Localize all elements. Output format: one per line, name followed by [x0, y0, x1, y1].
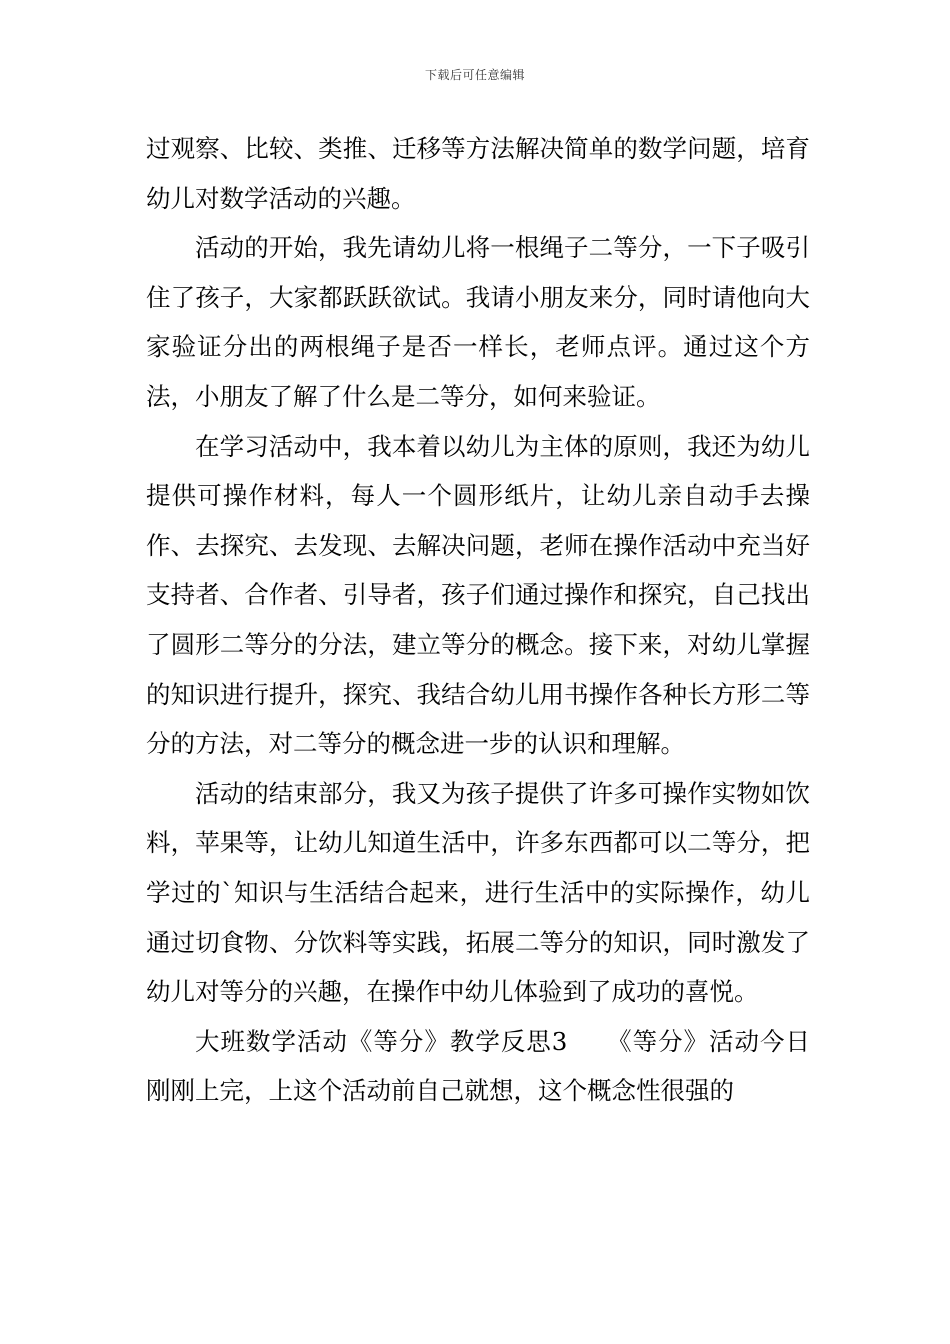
paragraph: 活动的结束部分，我又为孩子提供了许多可操作实物如饮料，苹果等，让幼儿知道生活中，许多东西都可以二等分，把学过的`知识与生活结合起来，进行生活中的实际操作，幼儿通过切食物、分饮料等实践，拓展二等分的知识，同时激发了幼儿对等分的兴趣，在操作中幼儿体验到了成功的喜悦。	[146, 778, 810, 1007]
paragraph: 大班数学活动《等分》教学反思3 《等分》活动今日刚刚上完，上这个活动前自己就想，这个概念性很强的	[146, 1026, 810, 1106]
document-body	[146, 124, 810, 1116]
paragraph: 过观察、比较、类推、迁移等方法解决简单的数学问题，培育幼儿对数学活动的兴趣。	[146, 134, 810, 213]
paragraph: 活动的开始，我先请幼儿将一根绳子二等分，一下子吸引住了孩子，大家都跃跃欲试。我请小朋友来分，同时请他向大家验证分出的两根绳子是否一样长，老师点评。通过这个方法，小朋友了解了什么是二等分，如何来验证。	[146, 233, 810, 411]
paragraph: 在学习活动中，我本着以幼儿为主体的原则，我还为幼儿提供可操作材料，每人一个圆形纸片，让幼儿亲自动手去操作、去探究、去发现、去解决问题，老师在操作活动中充当好支持者、合作者、引导者，孩子们通过操作和探究，自己找出了圆形二等分的分法，建立等分的概念。接下来，对幼儿掌握的知识进行提升，探究、我结合幼儿用书操作各种长方形二等分的方法，对二等分的概念进一步的认识和理解。	[146, 431, 810, 759]
page-header: 下载后可任意编辑	[424, 68, 525, 82]
